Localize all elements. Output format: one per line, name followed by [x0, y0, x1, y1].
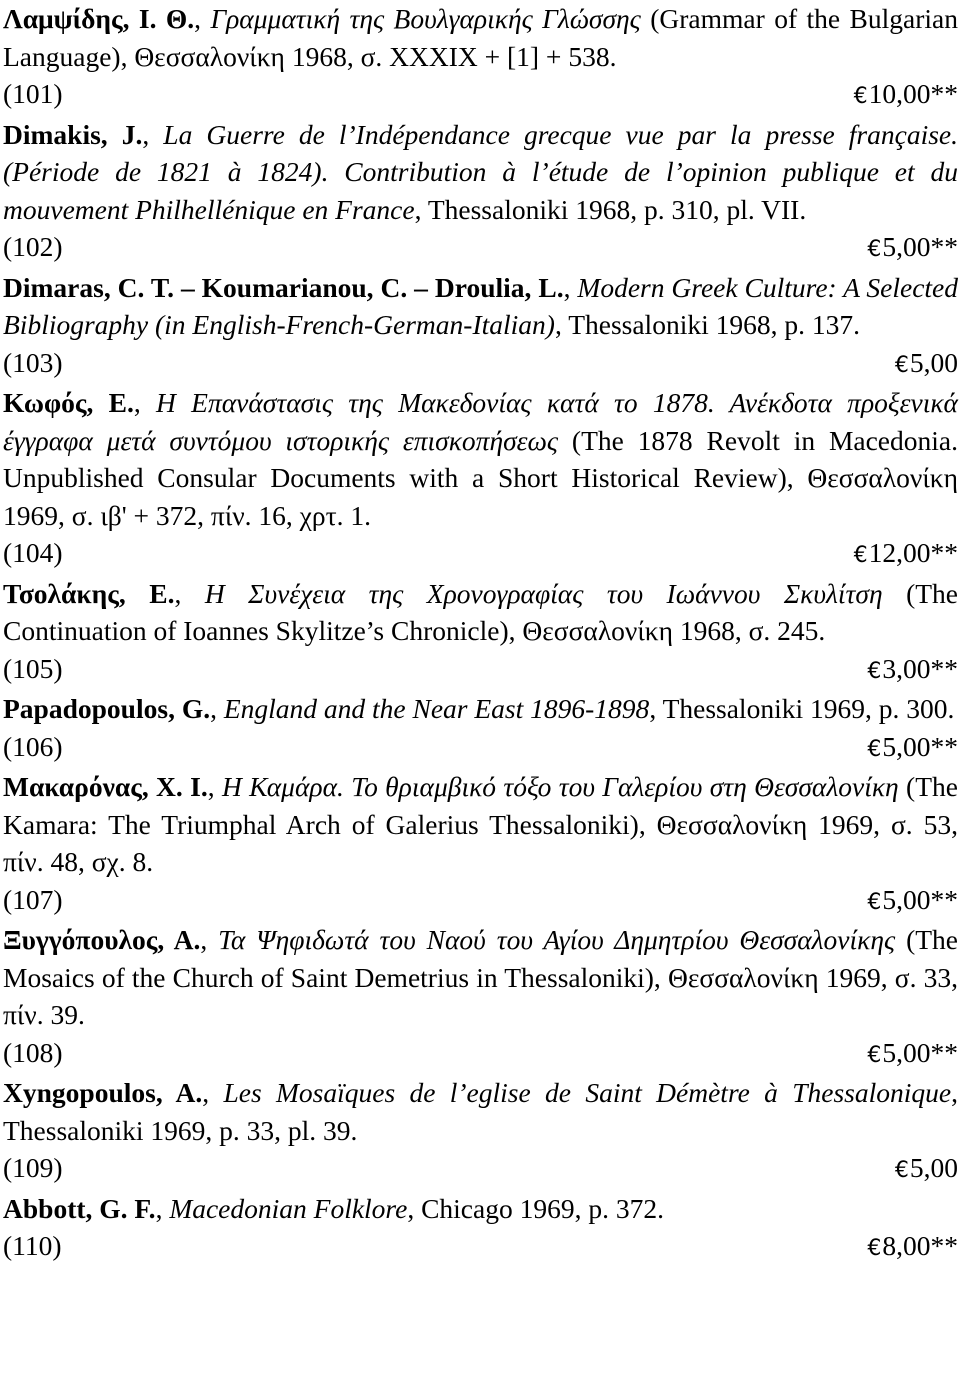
entry-title: La Guerre de l’Indépendance grecque vue par la presse française. (Période de 1821 à 1824). Contribution à l’étude de l’opinion publique et du mouvement Philhellénique en France: [3, 118, 958, 225]
entry-title: Τα Ψηφιδωτά του Ναού του Αγίου Δημητρίου Θεσσαλονίκης: [218, 924, 896, 955]
catalog-entry: [3, 921, 958, 1071]
euro-icon: €: [867, 237, 882, 262]
entry-price-row: [3, 881, 958, 919]
entry-price-value: 10,00**: [868, 78, 958, 109]
entry-number: (101): [3, 78, 63, 109]
entry-number: (103): [3, 346, 63, 378]
entry-price-value: 5,00**: [882, 1036, 958, 1068]
entry-price-value: 8,00**: [882, 1230, 958, 1261]
entry-citation: [3, 1190, 958, 1228]
entry-price-value: 5,00: [909, 346, 958, 378]
euro-icon: €: [867, 1042, 882, 1068]
entry-author: Τσολάκης, Ε.: [3, 577, 175, 609]
entry-details: (The Continuation of Ioannes Skylitze’s Chronicle), Θεσσαλονίκη 1968, σ. 245.: [3, 577, 958, 646]
euro-icon: €: [867, 736, 882, 762]
entry-author: Ξυγγόπουλος, Α.: [3, 924, 201, 955]
catalog-entry: [3, 0, 958, 113]
entry-price-row: [3, 228, 958, 266]
entry-title: Modern Greek Culture: A Selected Bibliography (in English-French-German-Italian): [3, 271, 958, 340]
entry-price-row: [3, 344, 958, 382]
catalog-entry: [3, 269, 958, 382]
entry-price-row: [3, 534, 958, 572]
entry-title: Η Επανάστασις της Μακεδονίας κατά το 1878. Ανέκδοτα προξενικά έγγραφα μετά συντόμου ιστορικής επισκοπήσεως: [3, 387, 958, 456]
entry-separator: ,: [207, 771, 222, 802]
entry-author: Λαμψίδης, Ι. Θ.: [3, 3, 195, 34]
catalog-entry: [3, 1190, 958, 1265]
entry-price: [867, 228, 958, 269]
euro-icon: €: [867, 1236, 882, 1261]
entry-title: Γραμματική της Βουλγαρικής Γλώσσης: [210, 3, 641, 34]
entry-details: , Thessaloniki 1968, p. 310, pl. VII.: [414, 193, 807, 225]
entry-details: (The 1878 Revolt in Macedonia. Unpublished Consular Documents with a Short Historical Review), Θεσσαλονίκη 1969, σ. ιβ' + 372, πίν. 16, χρτ. 1.: [3, 424, 958, 531]
euro-icon: €: [853, 84, 868, 109]
entry-separator: ,: [133, 387, 157, 418]
entry-citation: [3, 575, 958, 650]
entry-separator: ,: [202, 1077, 224, 1108]
entry-separator: ,: [142, 118, 164, 150]
entry-author: Κωφός, Ε.: [3, 387, 134, 418]
entry-author: Μακαρόνας, Χ. Ι.: [3, 771, 208, 802]
entry-number: (102): [3, 231, 63, 262]
entry-title: Η Συνέχεια της Χρονογραφίας του Ιωάννου Σκυλίτση: [204, 577, 883, 609]
entry-number: (110): [3, 1230, 62, 1261]
entry-price-value: 3,00**: [882, 652, 958, 684]
entry-separator: ,: [155, 1192, 170, 1224]
entry-author: Dimaras, C. T. ‒ Koumarianou, C. ‒ Droulia, L.: [3, 271, 564, 303]
entry-price-row: [3, 728, 958, 766]
entry-title: Les Mosaïques de l’eglise de Saint Démètre à Thessalonique: [223, 1077, 952, 1108]
entry-number: (108): [3, 1036, 63, 1068]
entry-details: , Chicago 1969, p. 372.: [407, 1192, 664, 1224]
entry-citation: [3, 1074, 958, 1149]
euro-icon: €: [894, 1158, 909, 1183]
entry-price-value: 12,00**: [868, 537, 958, 568]
entry-number: (109): [3, 1152, 63, 1183]
entry-details: (The Mosaics of the Church of Saint Demetrius in Thessaloniki), Θεσσαλονίκη 1969, σ. 33, πίν. 39.: [3, 924, 958, 1030]
euro-icon: €: [894, 352, 909, 378]
entry-citation: [3, 269, 958, 344]
entry-citation: [3, 768, 958, 881]
entry-price-value: 5,00**: [882, 730, 958, 762]
entry-separator: ,: [174, 577, 205, 609]
catalog-entry: [3, 575, 958, 688]
entry-price: [895, 1149, 958, 1190]
entry-separator: ,: [200, 924, 219, 955]
entry-number: (107): [3, 883, 63, 915]
catalog-entry: [3, 116, 958, 266]
catalog-entry: [3, 1074, 958, 1187]
euro-icon: €: [853, 543, 868, 568]
entry-title: England and the Near East 1896-1898: [223, 693, 650, 724]
entry-number: (105): [3, 652, 63, 684]
entry-citation: [3, 921, 958, 1034]
entry-price-value: 5,00**: [882, 883, 958, 915]
entry-price: [867, 881, 958, 922]
entry-price-value: 5,00: [909, 1152, 958, 1183]
catalog-entry: [3, 384, 958, 572]
euro-icon: €: [867, 658, 882, 684]
entry-number: (104): [3, 537, 63, 568]
entry-author: Xyngopoulos, A.: [3, 1077, 203, 1108]
entry-citation: [3, 0, 958, 75]
entry-price-row: [3, 1227, 958, 1265]
entry-citation: [3, 384, 958, 534]
entry-separator: ,: [563, 271, 578, 303]
entry-price-row: [3, 75, 958, 113]
entry-price: [895, 344, 958, 385]
entry-details: , Thessaloniki 1969, p. 33, pl. 39.: [3, 1077, 958, 1146]
entry-price-value: 5,00**: [882, 231, 958, 262]
entry-details: , Thessaloniki 1969, p. 300.: [649, 693, 955, 724]
entry-author: Abbott, G. F.: [3, 1192, 156, 1224]
entry-price-row: [3, 1149, 958, 1187]
euro-icon: €: [867, 889, 882, 915]
entry-separator: ,: [194, 3, 211, 34]
entry-price: [854, 534, 958, 575]
entry-author: Papadopoulos, G.: [3, 693, 211, 724]
entry-price: [867, 728, 958, 769]
entry-number: (106): [3, 730, 63, 762]
entry-title: Η Καμάρα. Το θριαμβικό τόξο του Γαλερίου στη Θεσσαλονίκη: [221, 771, 899, 802]
entry-price-row: [3, 1034, 958, 1072]
entry-author: Dimakis, J.: [3, 118, 143, 150]
entry-price: [867, 1034, 958, 1075]
entry-price: [854, 75, 958, 116]
entry-title: Macedonian Folklore: [169, 1192, 408, 1224]
entry-price-row: [3, 650, 958, 688]
entry-citation: [3, 690, 958, 728]
entry-price: [867, 650, 958, 691]
entry-details: , Thessaloniki 1968, p. 137.: [554, 309, 860, 340]
catalog-entry: [3, 768, 958, 918]
entry-details: (The Kamara: The Triumphal Arch of Galerius Thessaloniki), Θεσσαλονίκη 1969, σ. 53, πίν. 48, σχ. 8.: [3, 771, 958, 877]
entry-price: [867, 1227, 958, 1268]
entry-citation: [3, 116, 958, 229]
catalog-entry: [3, 690, 958, 765]
entry-separator: ,: [210, 693, 224, 724]
entry-details: (Grammar of the Bulgarian Language), Θεσσαλονίκη 1968, σ. XXXIX + [1] + 538.: [3, 3, 958, 72]
